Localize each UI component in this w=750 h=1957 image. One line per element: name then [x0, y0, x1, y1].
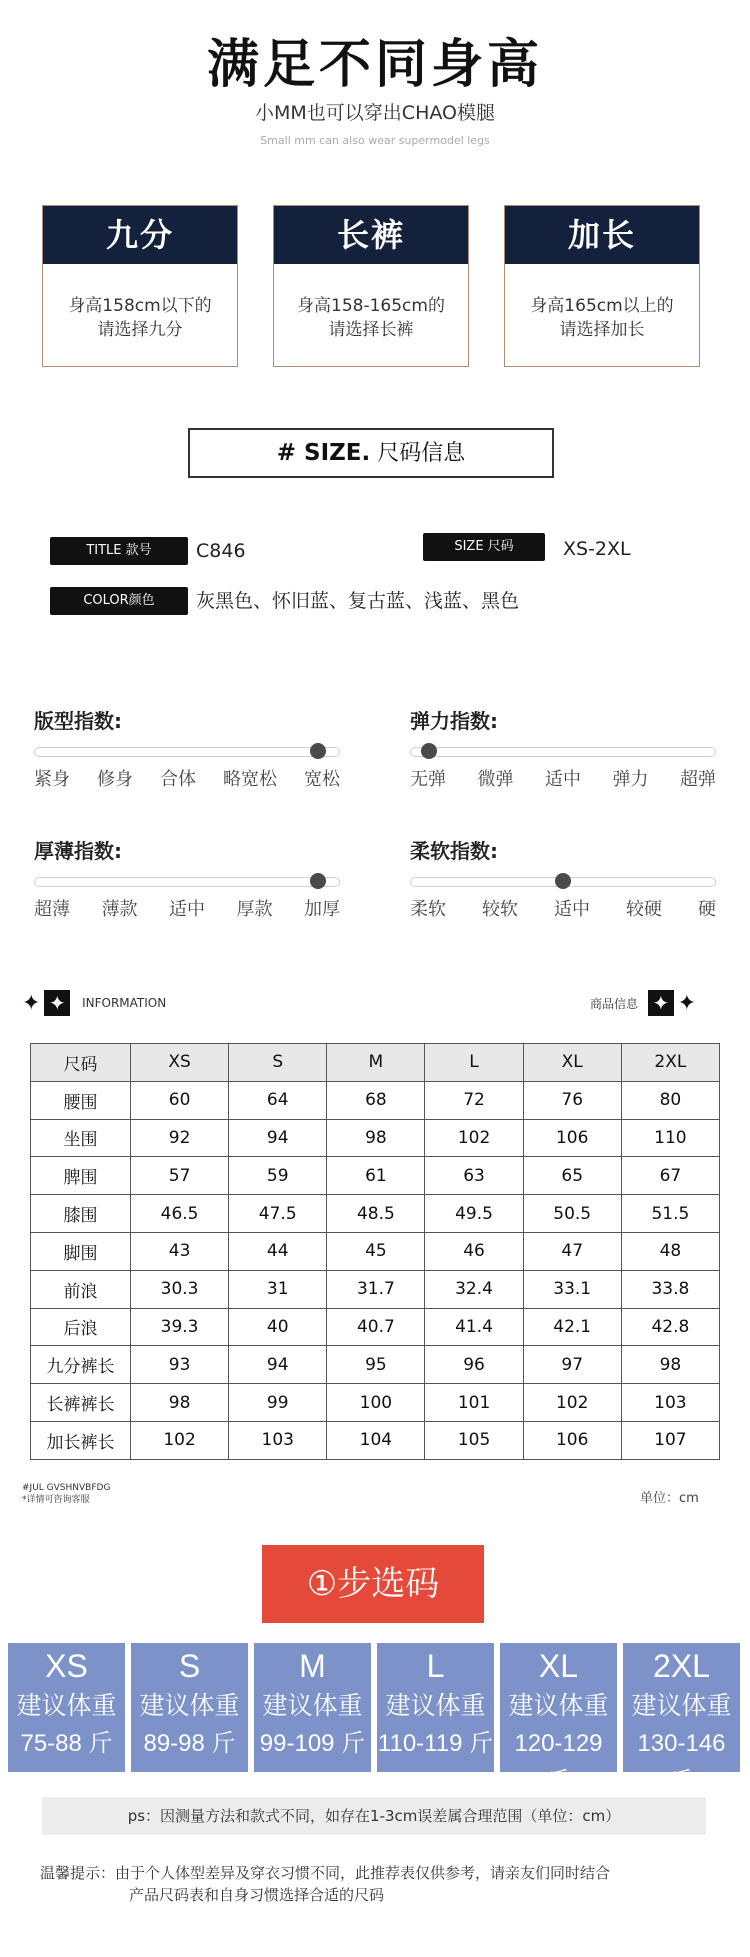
table-cell: 95 — [327, 1346, 425, 1384]
table-cell: 80 — [621, 1081, 719, 1119]
recommend-range: 89-98 斤 — [143, 1730, 236, 1757]
table-header-cell: M — [327, 1044, 425, 1082]
table-row — [31, 1119, 720, 1157]
product-info-header — [590, 990, 696, 1016]
table-cell: 98 — [327, 1119, 425, 1157]
recommend-card-xl — [500, 1643, 617, 1795]
size-info-heading — [188, 428, 554, 478]
size-table — [30, 1043, 720, 1460]
table-cell: 98 — [131, 1384, 229, 1422]
unit-note: 单位：cm — [640, 1491, 699, 1506]
recommend-label: 建议体重 — [139, 1692, 240, 1720]
index-tick: 适中 — [169, 899, 205, 920]
recommend-label: 建议体重 — [508, 1692, 609, 1720]
table-cell: 98 — [621, 1346, 719, 1384]
sparkle-icon: ✦ — [22, 990, 41, 1016]
table-row — [31, 1232, 720, 1270]
table-row-label: 长裤裤长 — [31, 1384, 131, 1422]
recommend-size: XL — [538, 1648, 579, 1684]
size-label: SIZE 尺码 — [423, 533, 545, 561]
index-track — [410, 877, 716, 887]
length-card-title: 九分 — [43, 206, 237, 264]
index-thickness — [34, 835, 340, 921]
star-square-icon: ✦ — [648, 990, 674, 1016]
table-cell: 97 — [523, 1346, 621, 1384]
color-label: COLOR颜色 — [50, 587, 188, 615]
table-cell: 44 — [229, 1232, 327, 1270]
index-tick: 较软 — [482, 899, 518, 920]
warm-tip — [40, 1862, 720, 1906]
recommend-range: 99-109 斤 — [259, 1730, 366, 1757]
index-tick: 柔软 — [410, 899, 446, 920]
table-cell: 100 — [327, 1384, 425, 1422]
table-cell: 51.5 — [621, 1195, 719, 1233]
index-tick: 微弹 — [477, 769, 514, 790]
table-cell: 47.5 — [229, 1195, 327, 1233]
table-cell: 76 — [523, 1081, 621, 1119]
table-header-cell: L — [425, 1044, 523, 1082]
table-cell: 67 — [621, 1157, 719, 1195]
recommend-range: 130-146 斤 — [637, 1730, 726, 1795]
table-row-label: 后浪 — [31, 1308, 131, 1346]
index-track — [410, 747, 716, 757]
recommend-size: S — [178, 1648, 201, 1684]
table-cell: 30.3 — [131, 1270, 229, 1308]
table-cell: 39.3 — [131, 1308, 229, 1346]
table-row-label: 腰围 — [31, 1081, 131, 1119]
table-row — [31, 1421, 720, 1459]
recommend-range: 75-88 斤 — [20, 1730, 113, 1757]
table-header-cell: XS — [131, 1044, 229, 1082]
table-cell: 106 — [523, 1119, 621, 1157]
index-tick: 超弹 — [680, 769, 716, 790]
recommend-card-2xl — [623, 1643, 740, 1795]
table-cell: 46 — [425, 1232, 523, 1270]
length-card-title: 长裤 — [274, 206, 468, 264]
size-hash-label: # SIZE. — [276, 440, 371, 466]
table-cell: 40.7 — [327, 1308, 425, 1346]
table-cell: 68 — [327, 1081, 425, 1119]
page-title: 满足不同身高 — [206, 35, 543, 95]
information-label: INFORMATION — [82, 996, 167, 1010]
table-cell: 48.5 — [327, 1195, 425, 1233]
color-value: 灰黑色、怀旧蓝、复古蓝、浅蓝、黑色 — [196, 590, 520, 612]
table-cell: 32.4 — [425, 1270, 523, 1308]
table-row — [31, 1270, 720, 1308]
tip-line1: 由于个人体型差异及穿衣习惯不同，此推荐表仅供参考，请亲友们同时结合 — [115, 1864, 611, 1882]
index-tick: 紧身 — [34, 769, 70, 790]
information-header — [22, 990, 166, 1016]
length-card-changku — [273, 205, 469, 367]
index-track — [34, 747, 340, 757]
index-knob — [310, 743, 326, 759]
size-heading-text: 尺码信息 — [377, 441, 466, 466]
length-card-jiachang — [504, 205, 700, 367]
table-cell: 102 — [131, 1421, 229, 1459]
index-tick: 宽松 — [304, 769, 340, 790]
recommend-label: 建议体重 — [385, 1692, 486, 1720]
table-row — [31, 1308, 720, 1346]
index-tick: 超薄 — [34, 899, 70, 920]
table-cell: 93 — [131, 1346, 229, 1384]
table-cell: 63 — [425, 1157, 523, 1195]
table-cell: 101 — [425, 1384, 523, 1422]
recommend-range: 110-119 斤 — [377, 1730, 494, 1757]
table-row-label: 加长裤长 — [31, 1421, 131, 1459]
recommend-size: M — [299, 1648, 326, 1684]
length-card-jiufen — [42, 205, 238, 367]
title-label: TITLE 款号 — [50, 537, 188, 565]
recommend-card-s — [131, 1643, 248, 1772]
table-cell: 106 — [523, 1421, 621, 1459]
table-cell: 110 — [621, 1119, 719, 1157]
sparkle-icon: ✦ — [677, 990, 697, 1016]
recommend-range: 120-129 斤 — [514, 1730, 603, 1795]
table-cell: 57 — [131, 1157, 229, 1195]
table-cell: 45 — [327, 1232, 425, 1270]
length-card-line2: 请选择加长 — [559, 320, 645, 340]
index-knob — [555, 873, 571, 889]
length-card-line2: 请选择长裤 — [328, 320, 414, 340]
table-cell: 96 — [425, 1346, 523, 1384]
table-cell: 94 — [229, 1119, 327, 1157]
table-cell: 103 — [621, 1384, 719, 1422]
table-cell: 99 — [229, 1384, 327, 1422]
table-header-cell: 2XL — [621, 1044, 719, 1082]
recommend-label: 建议体重 — [262, 1692, 363, 1720]
table-cell: 33.1 — [523, 1270, 621, 1308]
star-square-icon: ✦ — [44, 990, 70, 1016]
table-cell: 43 — [131, 1232, 229, 1270]
recommend-size: L — [426, 1648, 445, 1684]
index-tick: 略宽松 — [223, 769, 277, 790]
table-header-cell: XL — [523, 1044, 621, 1082]
table-cell: 102 — [425, 1119, 523, 1157]
table-cell: 64 — [229, 1081, 327, 1119]
table-row-label: 前浪 — [31, 1270, 131, 1308]
table-row-label: 九分裤长 — [31, 1346, 131, 1384]
table-header-cell: S — [229, 1044, 327, 1082]
index-softness — [410, 835, 716, 921]
recommend-size: 2XL — [653, 1648, 710, 1684]
table-cell: 94 — [229, 1346, 327, 1384]
recommend-label: 建议体重 — [631, 1692, 732, 1720]
table-cell: 33.8 — [621, 1270, 719, 1308]
table-cell: 49.5 — [425, 1195, 523, 1233]
table-row-label: 脚围 — [31, 1232, 131, 1270]
length-card-line2: 请选择九分 — [97, 320, 183, 340]
recommend-label: 建议体重 — [16, 1692, 117, 1720]
table-cell: 31 — [229, 1270, 327, 1308]
table-cell: 40 — [229, 1308, 327, 1346]
page-subtitle-en: Small mm can also wear supermodel legs — [260, 134, 490, 147]
index-tick: 薄款 — [101, 899, 138, 920]
table-row — [31, 1195, 720, 1233]
table-cell: 61 — [327, 1157, 425, 1195]
index-title: 厚薄指数: — [34, 839, 122, 863]
table-cell: 103 — [229, 1421, 327, 1459]
recommend-card-l — [377, 1643, 494, 1772]
table-cell: 42.1 — [523, 1308, 621, 1346]
table-cell: 59 — [229, 1157, 327, 1195]
index-title: 版型指数: — [34, 709, 122, 733]
table-row — [31, 1384, 720, 1422]
table-row — [31, 1081, 720, 1119]
table-cell: 107 — [621, 1421, 719, 1459]
index-tick: 厚款 — [236, 899, 273, 920]
table-row-label: 脾围 — [31, 1157, 131, 1195]
table-cell: 31.7 — [327, 1270, 425, 1308]
table-cell: 65 — [523, 1157, 621, 1195]
length-card-line1: 身高158-165cm的 — [297, 296, 445, 316]
index-knob — [421, 743, 437, 759]
product-info-label: 商品信息 — [590, 996, 639, 1011]
index-tick: 适中 — [554, 899, 590, 920]
index-tick: 合体 — [160, 769, 196, 790]
table-cell: 42.8 — [621, 1308, 719, 1346]
tip-line2: 产品尺码表和自身习惯选择合适的尺码 — [129, 1886, 385, 1904]
length-card-title: 加长 — [505, 206, 699, 264]
consult-note: *详情可咨询客服 — [22, 1495, 90, 1505]
title-value: C846 — [196, 540, 246, 562]
index-title: 柔软指数: — [410, 839, 498, 863]
index-tick: 适中 — [545, 769, 581, 790]
table-cell: 104 — [327, 1421, 425, 1459]
table-cell: 102 — [523, 1384, 621, 1422]
recommend-size: XS — [45, 1648, 88, 1684]
table-row — [31, 1346, 720, 1384]
table-cell: 60 — [131, 1081, 229, 1119]
table-cell: 46.5 — [131, 1195, 229, 1233]
index-tick: 硬 — [698, 899, 716, 920]
table-row-label: 膝围 — [31, 1195, 131, 1233]
index-tick: 较硬 — [626, 899, 662, 920]
table-header-cell: 尺码 — [31, 1044, 131, 1082]
table-cell: 105 — [425, 1421, 523, 1459]
table-row-label: 坐围 — [31, 1119, 131, 1157]
table-row — [31, 1157, 720, 1195]
step-title: ①步选码 — [262, 1545, 484, 1623]
length-card-line1: 身高158cm以下的 — [68, 296, 212, 316]
index-elasticity — [410, 705, 716, 791]
table-cell: 48 — [621, 1232, 719, 1270]
recommend-card-xs — [8, 1643, 125, 1772]
table-cell: 92 — [131, 1119, 229, 1157]
table-header-row — [31, 1044, 720, 1082]
index-tick: 加厚 — [304, 899, 340, 920]
recommend-card-m — [254, 1643, 371, 1772]
product-code-note: #JUL GVSHNVBFDG — [22, 1483, 111, 1493]
ps-note: ps：因测量方法和款式不同，如存在1-3cm误差属合理范围（单位：cm） — [42, 1797, 706, 1835]
index-tick: 无弹 — [410, 769, 446, 790]
index-fit — [34, 705, 340, 791]
index-tick: 修身 — [97, 769, 133, 790]
size-value: XS-2XL — [563, 538, 631, 560]
table-cell: 47 — [523, 1232, 621, 1270]
table-cell: 50.5 — [523, 1195, 621, 1233]
table-cell: 41.4 — [425, 1308, 523, 1346]
index-knob — [310, 873, 326, 889]
index-title: 弹力指数: — [410, 709, 498, 733]
table-cell: 72 — [425, 1081, 523, 1119]
tip-label: 温馨提示： — [40, 1864, 116, 1882]
length-card-line1: 身高165cm以上的 — [530, 296, 674, 316]
page-subtitle: 小MM也可以穿出CHAO模腿 — [255, 102, 495, 124]
index-tick: 弹力 — [612, 769, 649, 790]
index-track — [34, 877, 340, 887]
